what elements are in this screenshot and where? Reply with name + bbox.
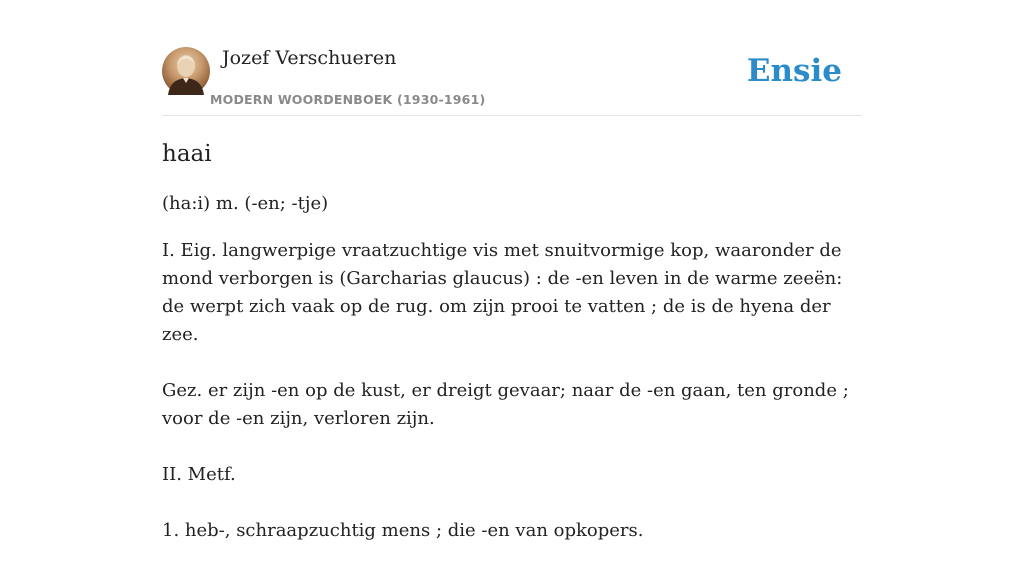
definition-paragraph: 1. heb-, schraapzuchtig mens ; die -en van opkopers. (162, 520, 644, 541)
definition-paragraph: Gez. er zijn -en op de kust, er dreigt gevaar; naar de -en gaan, ten gronde ; voor de -en zijn, verloren zijn. (162, 380, 849, 429)
entry-header (162, 44, 862, 116)
author-portrait-icon (162, 47, 210, 95)
brand-logo[interactable]: Ensie (746, 53, 842, 89)
author-name[interactable]: Jozef Verschueren (222, 47, 397, 69)
definition-paragraph: I. Eig. langwerpige vraatzuchtige vis met snuitvormige kop, waaronder de mond verborgen is (Garcharias glaucus) : de -en leven in de warme zeeën: de werpt zich vaak op de rug. om zijn prooi te vatten ; de is de hyena der zee. (162, 240, 843, 345)
definition-paragraph: II. Metf. (162, 464, 236, 485)
dictionary-name[interactable]: MODERN WOORDENBOEK (1930-1961) (210, 92, 486, 107)
author-avatar[interactable] (162, 47, 210, 95)
entry-content (162, 138, 862, 573)
pronunciation: (ha:i) m. (-en; -tje) (162, 193, 329, 214)
headword: haai (162, 141, 212, 167)
